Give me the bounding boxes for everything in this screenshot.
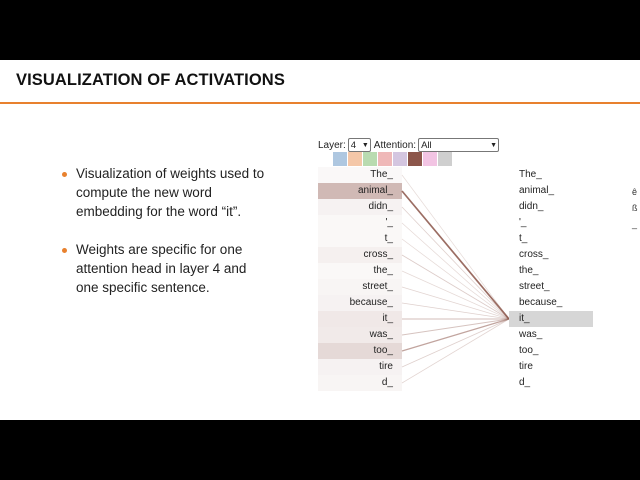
head-swatch[interactable] bbox=[378, 152, 392, 166]
target-token[interactable]: the_ bbox=[519, 265, 539, 276]
source-token-column bbox=[318, 167, 402, 391]
clipped-token: _ bbox=[632, 219, 638, 229]
layer-select[interactable] bbox=[348, 138, 371, 152]
target-token[interactable]: t_ bbox=[519, 233, 528, 244]
source-token[interactable]: didn_ bbox=[318, 199, 402, 215]
bullet-item bbox=[60, 240, 270, 297]
bullet-item bbox=[60, 164, 270, 221]
slide bbox=[0, 60, 640, 420]
attention-line bbox=[402, 319, 509, 367]
target-token[interactable]: d_ bbox=[519, 377, 531, 388]
chevron-down-icon: ▼ bbox=[490, 141, 498, 149]
target-token[interactable]: too_ bbox=[519, 345, 539, 356]
attention-line bbox=[402, 319, 509, 351]
target-token[interactable]: '_ bbox=[519, 217, 527, 228]
attention-select[interactable] bbox=[418, 138, 499, 152]
chevron-down-icon: ▼ bbox=[361, 141, 369, 149]
visualization-controls bbox=[318, 138, 499, 152]
target-token[interactable]: was_ bbox=[519, 329, 543, 340]
layer-select-value: 4 bbox=[350, 139, 357, 151]
attention-label: Attention: bbox=[373, 139, 417, 151]
slide-title: VISUALIZATION OF ACTIVATIONS bbox=[16, 71, 285, 89]
attention-line bbox=[402, 207, 509, 319]
target-token[interactable]: tire bbox=[519, 361, 533, 372]
source-token[interactable]: the_ bbox=[318, 263, 402, 279]
attention-line bbox=[402, 175, 509, 319]
head-swatch[interactable] bbox=[363, 152, 377, 166]
target-token[interactable]: because_ bbox=[519, 297, 563, 308]
head-swatch[interactable] bbox=[438, 152, 452, 166]
selected-target-token[interactable]: it_ bbox=[509, 311, 593, 327]
title-divider bbox=[0, 102, 640, 104]
head-swatch[interactable] bbox=[393, 152, 407, 166]
head-swatch[interactable] bbox=[408, 152, 422, 166]
head-swatch[interactable] bbox=[348, 152, 362, 166]
source-token[interactable]: because_ bbox=[318, 295, 402, 311]
attention-line bbox=[402, 255, 509, 319]
source-token[interactable]: '_ bbox=[318, 215, 402, 231]
bullet-dot bbox=[62, 172, 67, 177]
source-token[interactable]: animal_ bbox=[318, 183, 402, 199]
target-token[interactable]: didn_ bbox=[519, 201, 544, 212]
source-token[interactable]: d_ bbox=[318, 375, 402, 391]
attention-line bbox=[402, 319, 509, 383]
source-token[interactable]: t_ bbox=[318, 231, 402, 247]
attention-line bbox=[402, 239, 509, 319]
target-token-column bbox=[509, 167, 593, 391]
source-token[interactable]: tire bbox=[318, 359, 402, 375]
bullet-list bbox=[60, 164, 270, 297]
source-token[interactable]: The_ bbox=[318, 167, 402, 183]
head-swatch[interactable] bbox=[423, 152, 437, 166]
attention-line bbox=[402, 271, 509, 319]
clipped-token: ê bbox=[632, 187, 638, 197]
attention-line bbox=[402, 287, 509, 319]
bullet-text: Weights are specific for one attention head in layer 4 and one specific sentence. bbox=[76, 242, 247, 295]
target-token[interactable]: The_ bbox=[519, 169, 542, 180]
attention-line bbox=[402, 191, 509, 319]
source-token[interactable]: it_ bbox=[318, 311, 402, 327]
attention-line bbox=[402, 223, 509, 319]
target-token[interactable]: animal_ bbox=[519, 185, 555, 196]
source-token[interactable]: cross_ bbox=[318, 247, 402, 263]
attention-line bbox=[402, 319, 509, 335]
source-token[interactable]: street_ bbox=[318, 279, 402, 295]
bullet-dot bbox=[62, 248, 67, 253]
bullet-text: Visualization of weights used to compute the new word embedding for the word “it”. bbox=[76, 166, 265, 219]
layer-label: Layer: bbox=[318, 139, 346, 151]
head-color-swatches bbox=[333, 152, 453, 166]
source-token[interactable]: too_ bbox=[318, 343, 402, 359]
attention-line bbox=[402, 303, 509, 319]
target-token[interactable]: street_ bbox=[519, 281, 550, 292]
attention-select-value: All bbox=[421, 139, 432, 151]
head-swatch[interactable] bbox=[333, 152, 347, 166]
source-token[interactable]: was_ bbox=[318, 327, 402, 343]
target-token[interactable]: cross_ bbox=[519, 249, 549, 260]
clipped-token: ß bbox=[632, 203, 638, 213]
